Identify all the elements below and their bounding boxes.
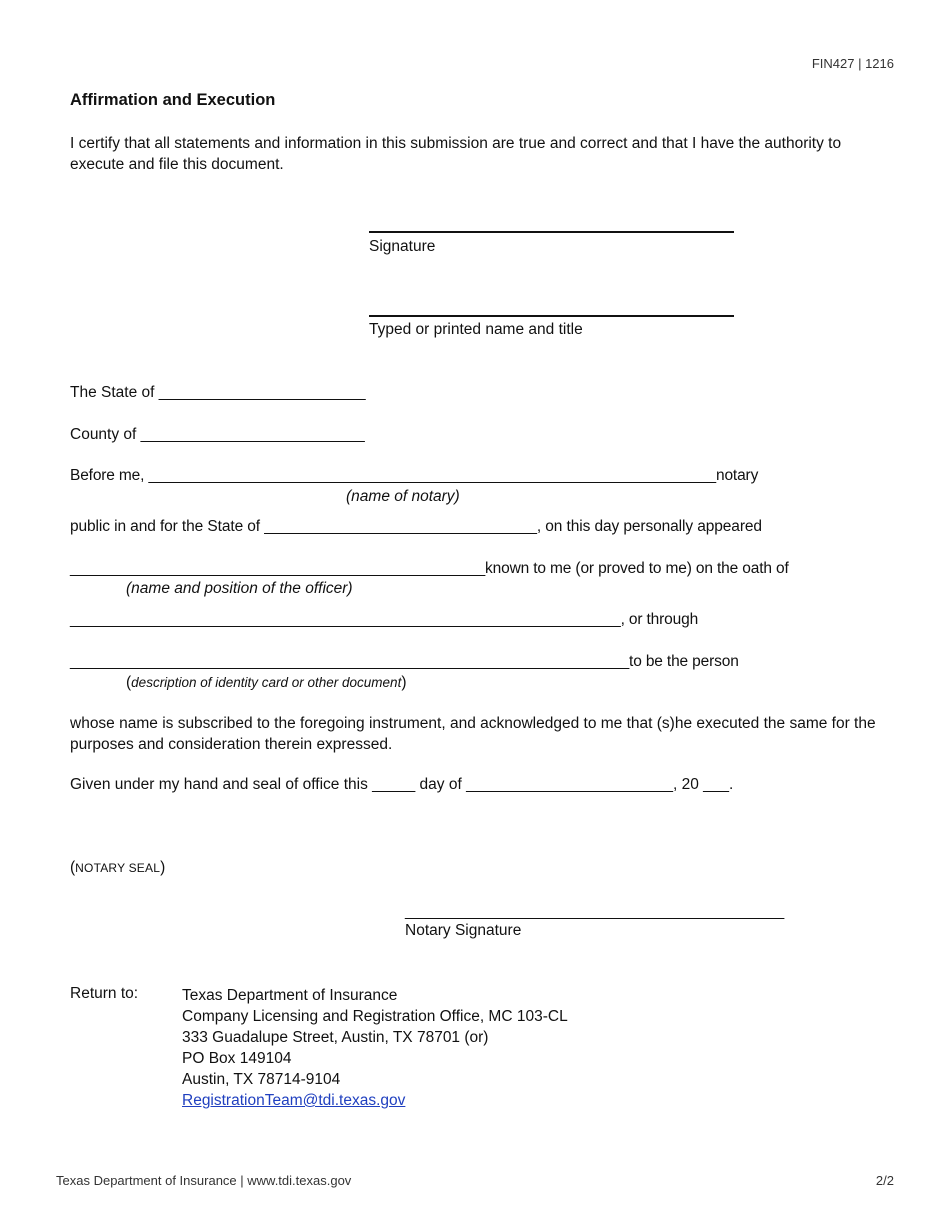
officer-caption: (name and position of the officer) [126, 580, 353, 597]
notary-seal [70, 859, 165, 877]
identity-caption-open: ( [126, 674, 132, 691]
address-line: Austin, TX 78714-9104 [182, 1071, 341, 1088]
identity-caption-close: ) [401, 674, 407, 691]
notary-signature-line: ____________________________________________ [405, 903, 785, 920]
identity-caption-text: description of identity card or other document [131, 675, 402, 690]
name-title-line [369, 315, 734, 317]
identity-caption [126, 674, 407, 692]
return-to-label: Return to: [70, 985, 139, 1002]
email-link[interactable]: RegistrationTeam@tdi.texas.gov [182, 1092, 406, 1109]
before-me-line: Before me, ___________________________________________________________________notary [70, 467, 759, 484]
signature-label: Signature [369, 238, 436, 255]
footer-left: Texas Department of Insurance | www.tdi.texas.gov [56, 1173, 352, 1188]
page-number: 2/2 [875, 1173, 894, 1188]
address-line: Texas Department of Insurance [182, 987, 398, 1004]
acknowledgment-text: whose name is subscribed to the foregoing instrument, and acknowledged to me that (s)he executed the same for the purposes and consideration therein expressed. [70, 715, 876, 753]
seal-open: ( [70, 859, 76, 876]
state-line: The State of ________________________ [70, 384, 366, 401]
notary-signature-label: Notary Signature [405, 922, 522, 939]
address-line: 333 Guadalupe Street, Austin, TX 78701 (or) [182, 1029, 489, 1046]
section-title: Affirmation and Execution [70, 91, 276, 109]
public-line: public in and for the State of ________________________________, on this day personally appeared [70, 518, 762, 535]
seal-text: NOTARY SEAL [75, 861, 161, 875]
seal-close: ) [160, 859, 166, 876]
name-of-notary-caption: (name of notary) [346, 488, 460, 505]
address-line: Company Licensing and Registration Office, MC 103-CL [182, 1008, 568, 1025]
known-line: _________________________________________________known to me (or proved to me) on the oath of [70, 560, 789, 577]
signature-line [369, 231, 734, 233]
name-title-label: Typed or printed name and title [369, 321, 583, 338]
form-id: FIN427 | 1216 [811, 56, 894, 71]
or-through-line: _________________________________________________________________, or through [70, 611, 699, 628]
return-to-address [182, 985, 568, 1111]
county-line: County of __________________________ [70, 426, 365, 443]
given-line: Given under my hand and seal of office this _____ day of ________________________, 20 ___. [70, 776, 734, 793]
address-line: PO Box 149104 [182, 1050, 292, 1067]
person-line: __________________________________________________________________to be the person [70, 653, 739, 670]
certification-text: I certify that all statements and information in this submission are true and correct and that I have the authority to execute and file this document. [70, 135, 842, 173]
